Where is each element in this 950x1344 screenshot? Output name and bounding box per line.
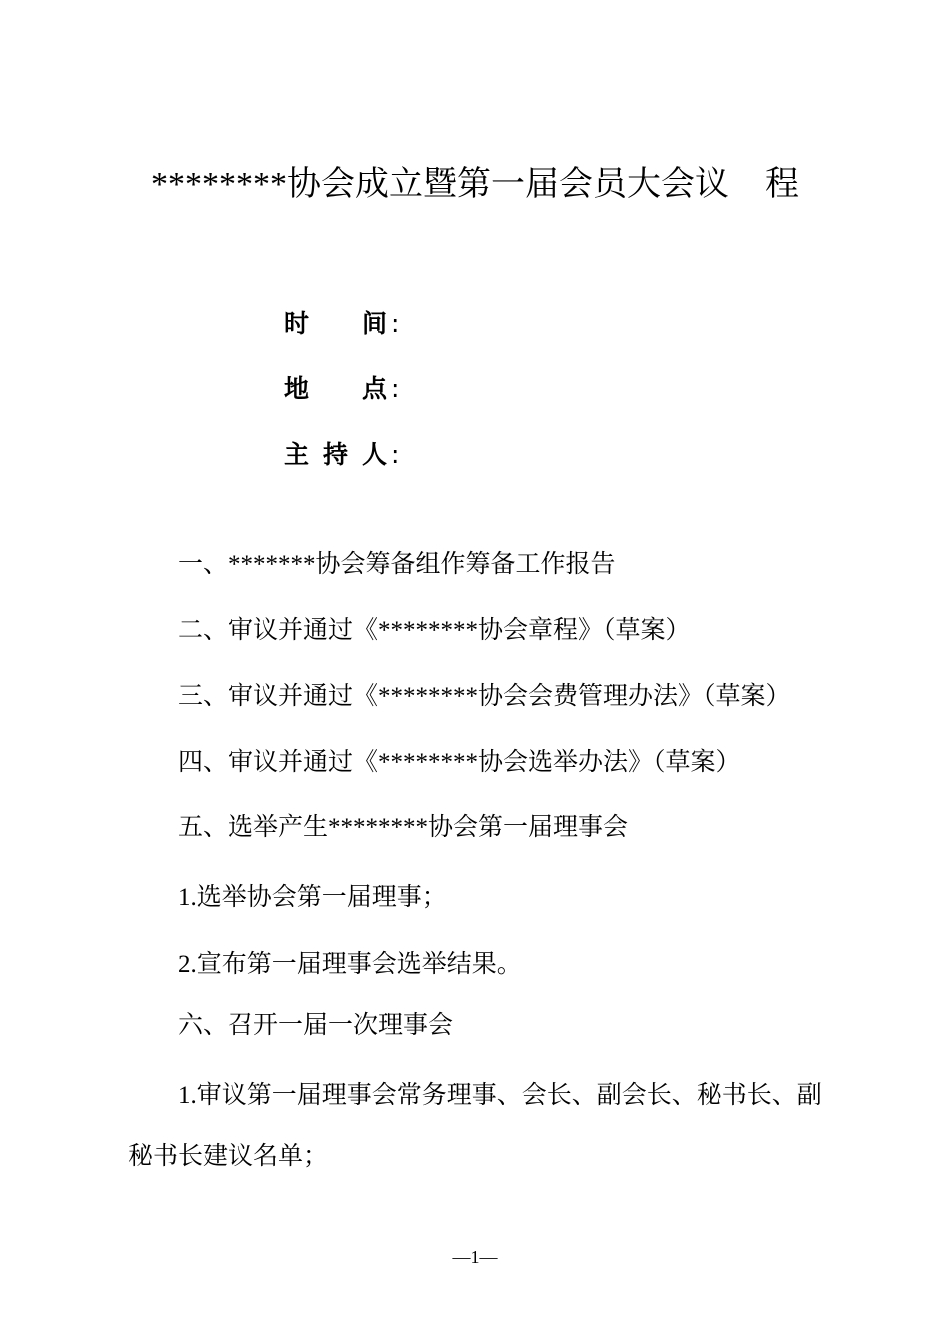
agenda-item-5-stars: ******** (328, 814, 429, 841)
agenda-item-5-2-text: 宣布第一届理事会选举结果。 (196, 949, 522, 978)
meta-host-label: 主持人 (284, 440, 387, 469)
agenda-item-2 (178, 612, 691, 649)
agenda-item-3-text: 协会会费管理办法》（草案） (478, 681, 791, 710)
agenda-item-6-1-continuation (128, 1138, 328, 1174)
meta-place-colon: : (391, 374, 400, 403)
meta-place-label: 地点 (284, 374, 387, 403)
meta-host-row (284, 437, 399, 473)
meta-place-row (284, 371, 399, 407)
page-number: —1— (452, 1247, 498, 1267)
agenda-item-5-2 (178, 946, 522, 983)
meta-time-row (284, 306, 399, 342)
agenda-item-4-pre: 四、审议并通过《 (178, 747, 379, 776)
agenda-item-1-stars: ******* (228, 551, 316, 578)
agenda-item-1 (178, 546, 616, 583)
agenda-item-6-1-text-cont: 秘书长建议名单； (128, 1141, 329, 1170)
agenda-item-3-stars: ******** (378, 683, 479, 710)
title-text: 协会成立暨第一届会员大会议 (287, 164, 729, 204)
agenda-item-3 (178, 678, 791, 715)
title-suffix: 程 (765, 164, 799, 204)
agenda-item-5-1 (178, 879, 447, 916)
agenda-item-5 (178, 809, 628, 846)
agenda-item-5-1-text: 选举协会第一届理事； (196, 882, 447, 911)
agenda-item-3-pre: 三、审议并通过《 (178, 681, 379, 710)
meta-time-label: 时间 (284, 309, 387, 338)
agenda-item-4 (178, 744, 741, 781)
agenda-item-6-text: 六、召开一届一次理事会 (178, 1010, 454, 1039)
agenda-item-1-num: 一、 (178, 549, 229, 578)
agenda-item-6-1-text: 审议第一届理事会常务理事、会长、副会长、秘书长、副 (196, 1080, 822, 1109)
document-title (0, 162, 950, 207)
agenda-item-2-pre: 二、审议并通过《 (178, 615, 379, 644)
title-stars: ******** (151, 166, 287, 203)
meta-time-colon: : (391, 309, 400, 338)
agenda-item-5-2-num: 2. (178, 951, 197, 978)
meta-host-colon: : (391, 440, 400, 469)
agenda-item-2-stars: ******** (378, 617, 479, 644)
agenda-item-5-1-num: 1. (178, 884, 197, 911)
agenda-item-1-text: 协会筹备组作筹备工作报告 (315, 549, 616, 578)
agenda-item-4-text: 协会选举办法》（草案） (478, 747, 741, 776)
agenda-item-2-text: 协会章程》（草案） (478, 615, 691, 644)
agenda-item-4-stars: ******** (378, 749, 479, 776)
agenda-item-5-pre: 五、选举产生 (178, 812, 329, 841)
agenda-item-5-text: 协会第一届理事会 (428, 812, 629, 841)
agenda-item-6-1 (178, 1077, 822, 1114)
agenda-item-6-1-num: 1. (178, 1082, 197, 1109)
agenda-item-6 (178, 1007, 453, 1043)
